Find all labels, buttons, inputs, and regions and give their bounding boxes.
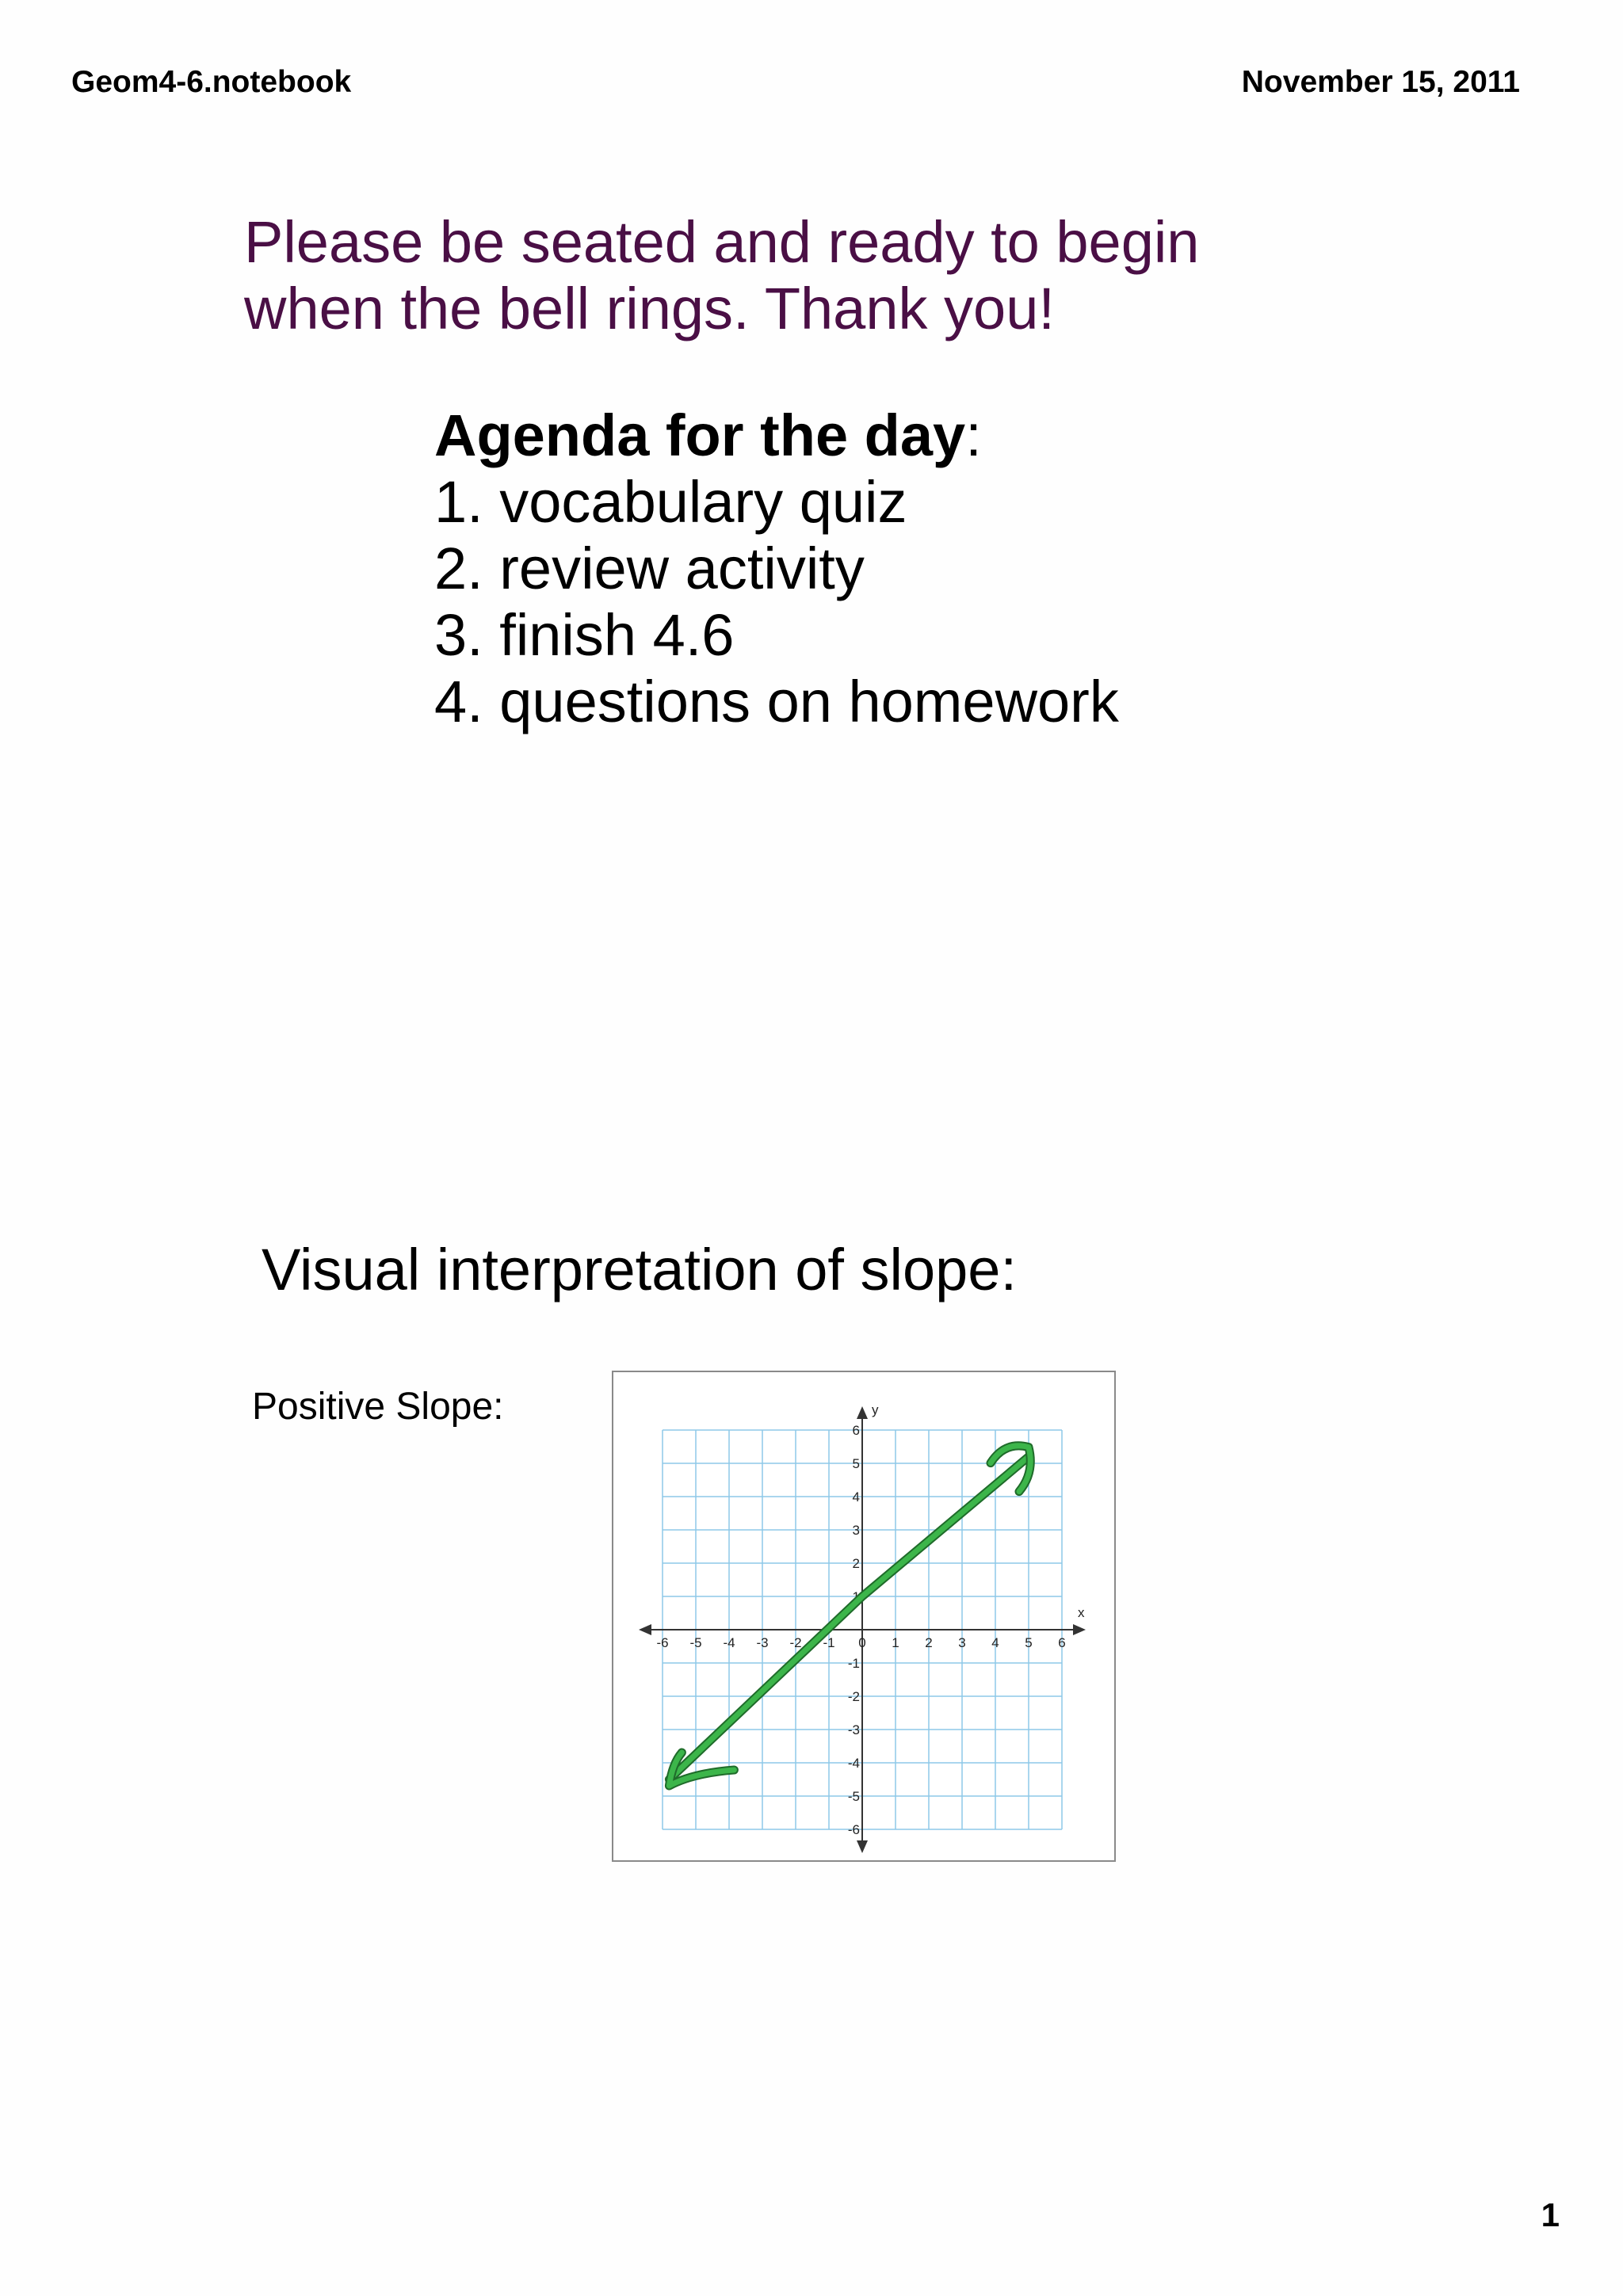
x-tick-label: -6 — [656, 1635, 669, 1650]
x-axis-arrow-right-icon — [1073, 1624, 1086, 1635]
agenda-title — [434, 402, 1119, 469]
x-tick-label: 4 — [991, 1635, 999, 1650]
coordinate-graph — [612, 1371, 1116, 1862]
y-tick-label: -6 — [847, 1822, 860, 1837]
y-axis-arrow-up-icon — [857, 1406, 868, 1419]
x-axis-arrow-left-icon — [639, 1624, 651, 1635]
y-tick-label: 5 — [852, 1456, 860, 1471]
y-tick-label: -4 — [847, 1756, 860, 1771]
bell-notice — [244, 209, 1354, 342]
slope-section-title: Visual interpretation of slope: — [262, 1237, 1018, 1302]
positive-slope-label: Positive Slope: — [252, 1386, 504, 1428]
notebook-date: November 15, 2011 — [1241, 65, 1520, 99]
agenda-item: 2. review activity — [434, 536, 865, 601]
x-tick-label: 6 — [1058, 1635, 1066, 1650]
y-tick-label: -1 — [847, 1656, 860, 1671]
x-tick-label: 2 — [925, 1635, 933, 1650]
page-number: 1 — [1541, 2196, 1560, 2233]
y-tick-label: 6 — [852, 1423, 860, 1438]
x-axis-label: x — [1078, 1605, 1085, 1620]
y-tick-label: 4 — [852, 1489, 860, 1505]
x-tick-label: 1 — [892, 1635, 899, 1650]
x-tick-label: -5 — [689, 1635, 702, 1650]
y-tick-label: -3 — [847, 1722, 860, 1737]
agenda-title-colon: : — [965, 402, 982, 468]
x-tick-label: 0 — [858, 1635, 866, 1650]
notebook-filename: Geom4-6.notebook — [71, 65, 352, 99]
notice-line-1: Please be seated and ready to begin — [244, 209, 1200, 275]
agenda-item: 4. questions on homework — [434, 669, 1119, 734]
notice-line-2: when the bell rings. Thank you! — [244, 276, 1055, 341]
x-tick-label: 5 — [1025, 1635, 1033, 1650]
y-axis-label: y — [872, 1402, 879, 1417]
x-tick-label: -2 — [789, 1635, 802, 1650]
agenda-item: 1. vocabulary quiz — [434, 469, 907, 535]
y-tick-label: 3 — [852, 1523, 860, 1538]
y-tick-label: -5 — [847, 1789, 860, 1804]
x-tick-label: 3 — [958, 1635, 966, 1650]
y-axis-arrow-down-icon — [857, 1840, 868, 1853]
agenda-item: 3. finish 4.6 — [434, 602, 735, 668]
agenda-title-text: Agenda for the day — [434, 402, 966, 468]
x-tick-label: -3 — [756, 1635, 769, 1650]
y-tick-label: 2 — [852, 1556, 860, 1571]
x-tick-label: -1 — [823, 1635, 835, 1650]
y-tick-label: -2 — [847, 1689, 860, 1704]
graph-svg — [613, 1372, 1114, 1860]
agenda — [434, 402, 1119, 735]
y-tick-label: 1 — [852, 1589, 860, 1604]
x-tick-label: -4 — [723, 1635, 735, 1650]
